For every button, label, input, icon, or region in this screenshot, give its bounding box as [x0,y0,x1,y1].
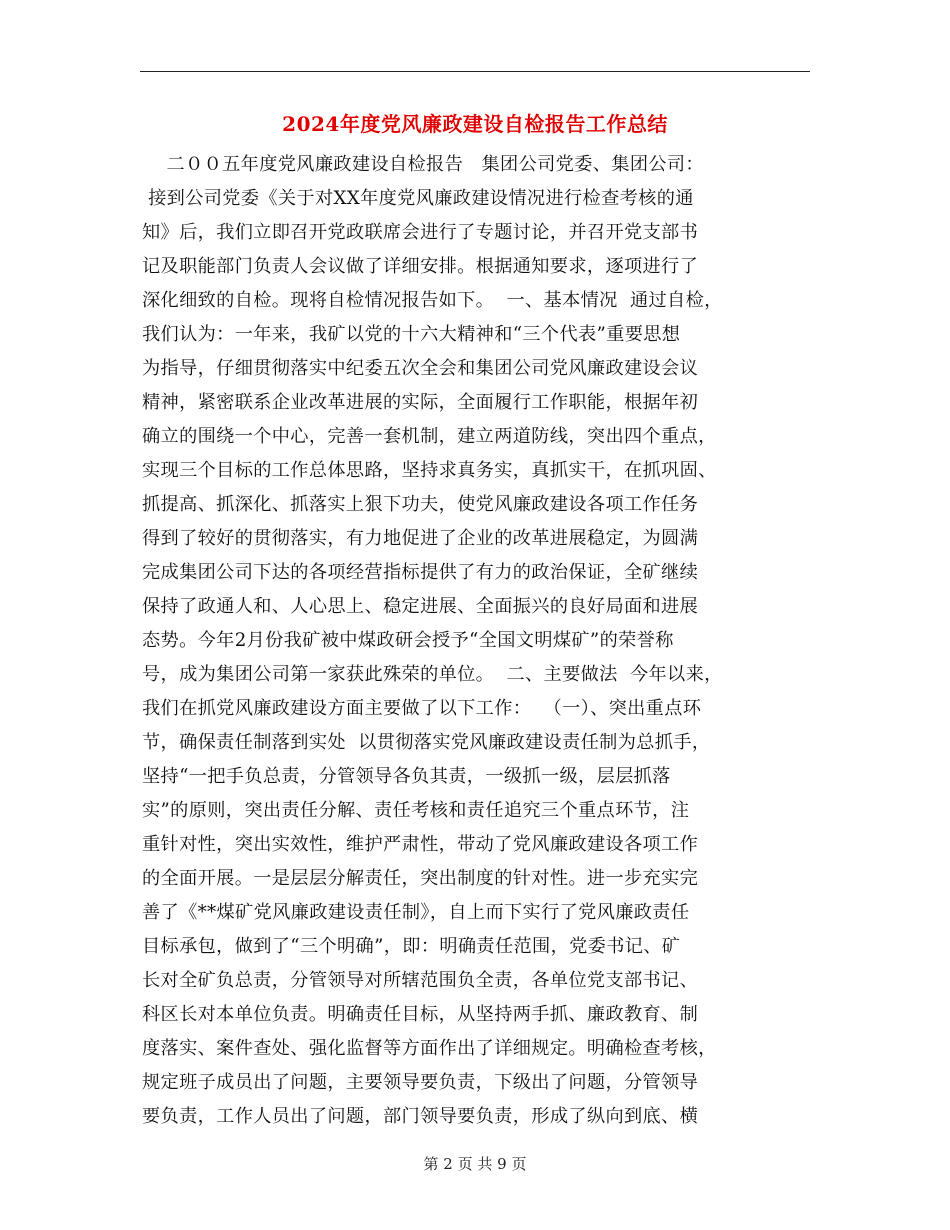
body-text-line: 节，确保责任制落到实处 以贯彻落实党风廉政建设责任制为总抓手， [142,732,711,753]
body-text-line: 善了《**煤矿党风廉政建设责任制》，自上而下实行了党风廉政责任 [142,902,690,923]
body-text-line: 态势。今年2月份我矿被中煤政研会授予“全国文明煤矿”的荣誉称 [142,630,674,651]
body-text-line: 度落实、案件查处、强化监督等方面作出了详细规定。明确检查考核， [142,1038,717,1059]
body-text-line: 得到了较好的贯彻落实，有力地促进了企业的改革进展稳定，为圆满 [142,528,699,549]
body-text-line: 的全面开展。一是层层分解责任，突出制度的针对性。进一步充实完 [142,868,699,889]
body-text-line: 科区长对本单位负责。明确责任目标，从坚持两手抓、廉政教育、制 [142,1004,699,1025]
body-text-line: 抓提高、抓深化、抓落实上狠下功夫，使党风廉政建设各项工作任务 [142,494,699,515]
body-text-line: 深化细致的自检。现将自检情况报告如下。 一、基本情况 通过自检， [142,290,723,311]
body-text-line: 记及职能部门负责人会议做了详细安排。根据通知要求，逐项进行了 [142,256,699,277]
body-text-line: 确立的围绕一个中心，完善一套机制，建立两道防线，突出四个重点， [142,426,717,447]
body-text-line: 长对全矿负总责，分管领导对所辖范围负全责，各单位党支部书记、 [142,970,699,991]
body-text-line: 目标承包，做到了“三个明确”，即：明确责任范围，党委书记、矿 [142,936,681,957]
document-title: 2024年度党风廉政建设自检报告工作总结 [282,112,668,136]
body-text-line: 完成集团公司下达的各项经营指标提供了有力的政治保证，全矿继续 [142,562,699,583]
body-text-line: 我们在抓党风廉政建设方面主要做了以下工作： （一）、突出重点环 [142,698,702,719]
body-text-line: 为指导，仔细贯彻落实中纪委五次全会和集团公司党风廉政建设会议 [142,358,699,379]
body-text-line: 二００五年度党风廉政建设自检报告 集团公司党委、集团公司： [142,154,704,175]
body-text-line: 实”的原则，突出责任分解、责任考核和责任追究三个重点环节，注 [142,800,690,821]
body-text-line: 重针对性，突出实效性，维护严肃性，带动了党风廉政建设各项工作 [142,834,699,855]
header-rule [140,71,810,72]
body-text-line: 精神，紧密联系企业改革进展的实际，全面履行工作职能，根据年初 [142,392,699,413]
body-text-line: 要负责，工作人员出了问题，部门领导要负责，形成了纵向到底、横 [142,1106,699,1127]
body-text-line: 接到公司党委《关于对XX年度党风廉政建设情况进行检查考核的通 [142,188,694,209]
body-text-line: 规定班子成员出了问题，主要领导要负责，下级出了问题，分管领导 [142,1072,699,1093]
page-number-footer: 第 2 页 共 9 页 [423,1155,527,1173]
body-text-line: 坚持“一把手负总责，分管领导各负其责，一级抓一级，层层抓落 [142,766,671,787]
body-text-line: 实现三个目标的工作总体思路，坚持求真务实，真抓实干，在抓巩固、 [142,460,717,481]
body-text-line: 我们认为：一年来，我矿以党的十六大精神和“三个代表”重要思想 [142,324,681,345]
body-text-line: 知》后，我们立即召开党政联席会进行了专题讨论，并召开党支部书 [142,222,699,243]
document-body [142,148,810,1134]
body-text-line: 保持了政通人和、人心思上、稳定进展、全面振兴的良好局面和进展 [142,596,699,617]
body-text-line: 号，成为集团公司第一家获此殊荣的单位。 二、主要做法 今年以来， [142,664,723,685]
